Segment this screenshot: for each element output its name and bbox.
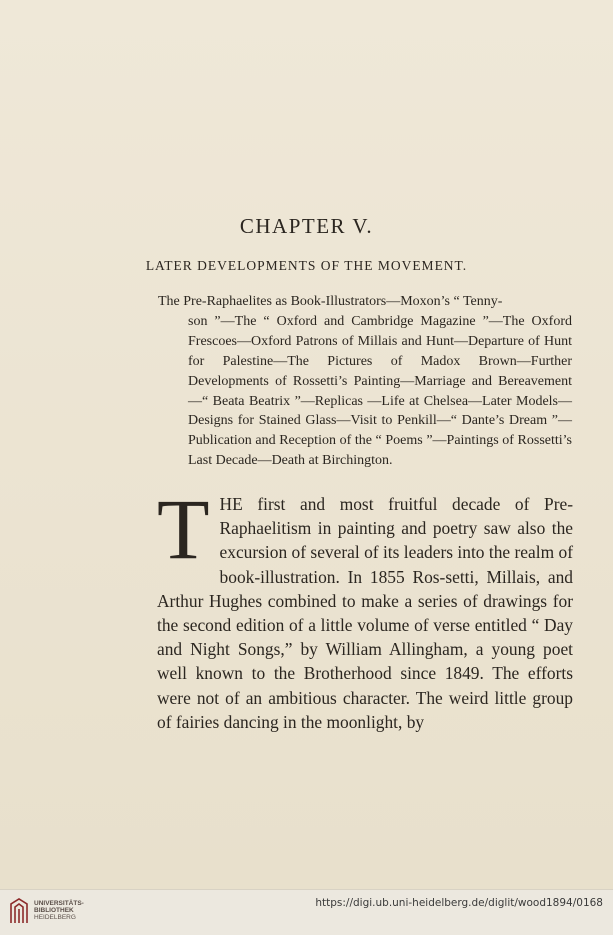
- permalink-url[interactable]: https://digi.ub.uni-heidelberg.de/diglit/wood1894/0168: [315, 897, 603, 909]
- synopsis-first-line: The Pre-Raphaelites as Book-Illustrators—Moxon’s “ Tenny-: [158, 294, 503, 309]
- body-paragraph: [157, 481, 573, 734]
- institution-line-3: HEIDELBERG: [34, 914, 76, 921]
- institution-line-2: BIBLIOTHEK: [34, 907, 74, 914]
- institution-line-1: UNIVERSITÄTS-: [34, 900, 84, 907]
- institution-name: [34, 900, 84, 921]
- drop-cap: T: [157, 481, 210, 577]
- viewer-footer: [0, 889, 613, 935]
- body-text: HE first and most fruitful decade of Pre-Raphaelitism in painting and poetry saw also the excursion of several of its leaders into the realm of book-illustration. In 1855 Ros-setti, Millais, and Arthur Hughes combined to make a series of drawings for the second edition of a little volume of verse entitled “ Day and Night Songs,” by William Allingham, a young poet well known to the Brotherhood since 1849. The efforts were not of an ambitious character. The weird little group of fairies dancing in the moonlight, by: [157, 494, 573, 732]
- chapter-subtitle: LATER DEVELOPMENTS OF THE MOVEMENT.: [145, 258, 468, 273]
- university-library-logo-icon: [8, 896, 30, 926]
- chapter-heading: CHAPTER V.: [239, 214, 374, 238]
- chapter-synopsis: [158, 292, 572, 471]
- synopsis-continuation: son ”—The “ Oxford and Cambridge Magazine ”—The Oxford Frescoes—Oxford Patrons of Millais and Hunt—Departure of Hunt for Palestine—The Pictures of Madox Brown—Further Developments of Rossetti’s Painting—Marriage and Bereavement—“ Beata Beatrix ”—Replicas —Life at Chelsea—Later Models—Designs for Stained Glass—Visit to Penkill—“ Dante’s Dream ”—Publication and Reception of the “ Poems ”—Paintings of Rossetti’s Last Decade—Death at Birchington.: [188, 313, 572, 469]
